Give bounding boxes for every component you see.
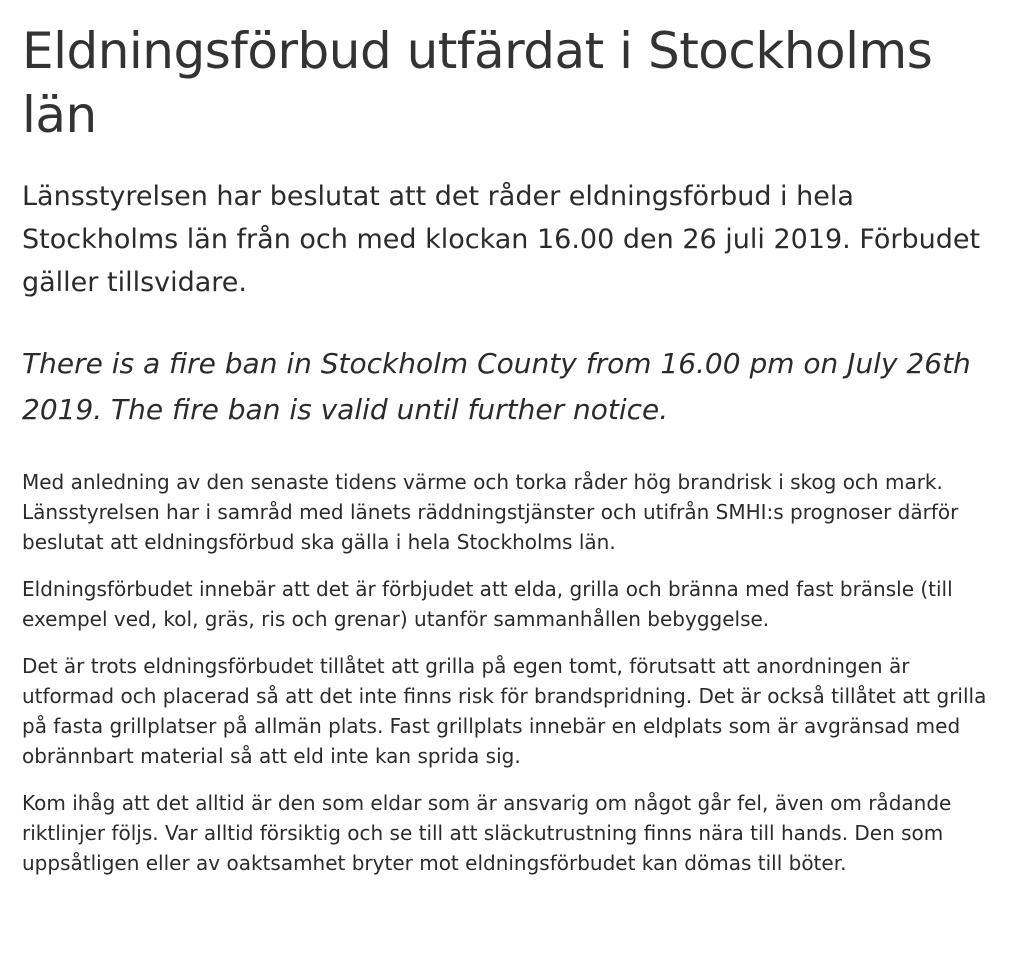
body-paragraph: Med anledning av den senaste tidens värme och torka råder hög brandrisk i skog och mark. Länsstyrelsen har i samråd med länets räddningstjänster och utifrån SMHI:s prognoser därför beslutat att eldningsförbud ska gälla i hela Stockholms län. — [22, 470, 959, 554]
lead-english: There is a fire ban in Stockholm County from 16.00 pm on July 26th 2019. The fire ban is valid until further notice. — [22, 347, 971, 426]
body-paragraph: Eldningsförbudet innebär att det är förbjudet att elda, grilla och bränna med fast bränsle (till exempel ved, kol, gräs, ris och grenar) utanför sammanhållen bebyggelse. — [22, 577, 953, 631]
body-paragraph: Kom ihåg att det alltid är den som eldar som är ansvarig om något går fel, även om rådande riktlinjer följs. Var alltid försiktig och se till att släckutrustning finns nära till hands. Den som uppsåtligen eller av oaktsamhet bryter mot eldningsförbudet kan dömas till böter. — [22, 791, 952, 875]
article-title: Eldningsförbud utfärdat i Stockholms län — [22, 22, 933, 144]
lead-swedish: Länsstyrelsen har beslutat att det råder eldningsförbud i hela Stockholms län från och med klockan 16.00 den 26 juli 2019. Förbudet gäller tillsvidare. — [22, 181, 981, 298]
body-paragraph: Det är trots eldningsförbudet tillåtet att grilla på egen tomt, förutsatt att anordningen är utformad och placerad så att det inte finns risk för brandspridning. Det är också tillåtet att grilla på fasta grillplatser på allmän plats. Fast grillplats innebär en eldplats som är avgränsad med obrännbart material så att eld inte kan sprida sig. — [22, 654, 987, 768]
